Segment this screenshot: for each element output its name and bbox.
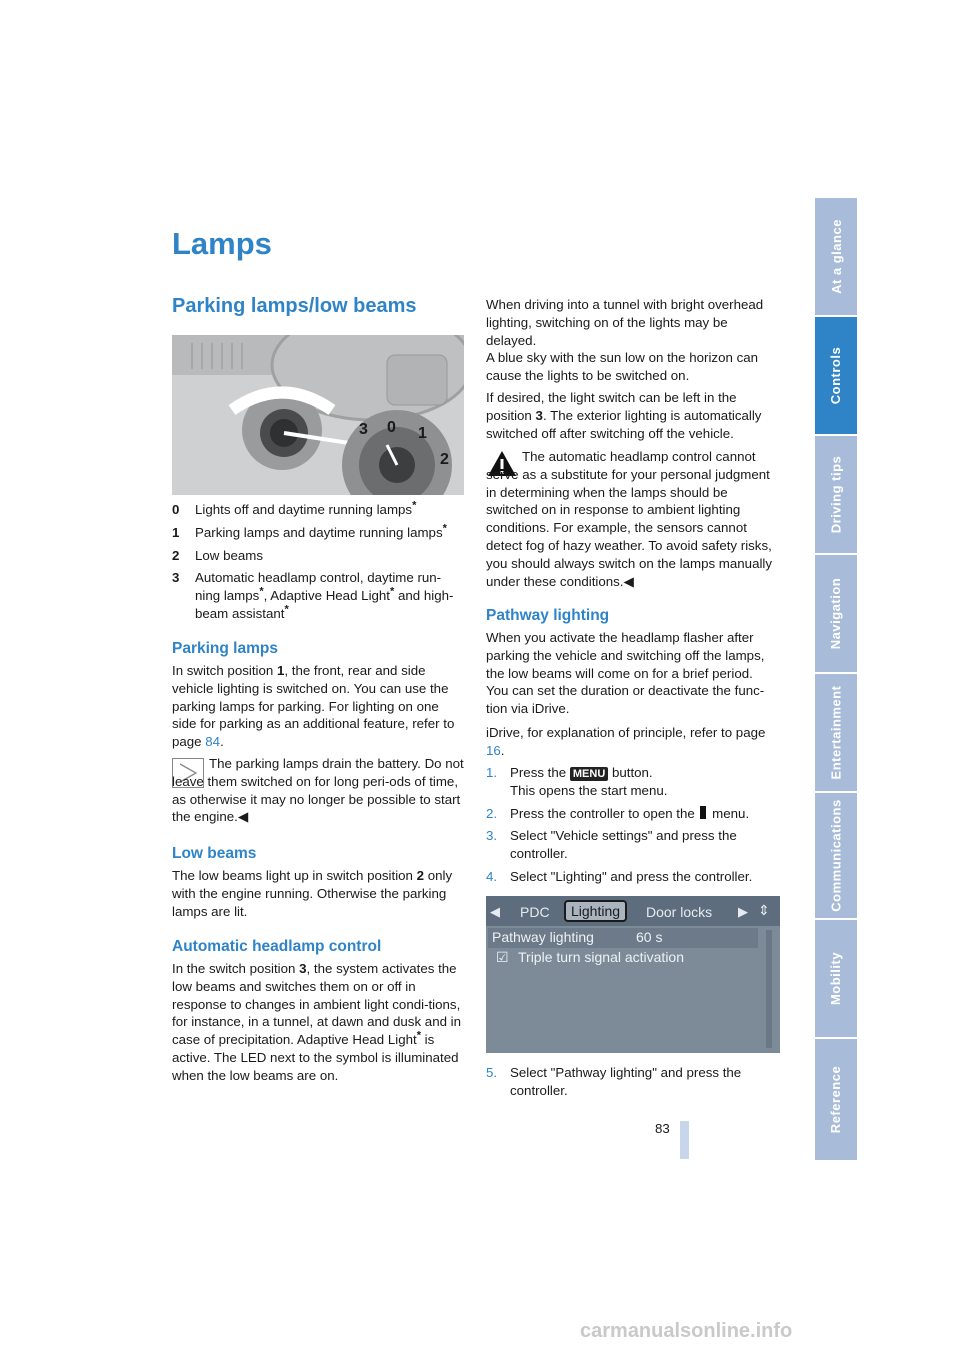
- paragraph: When driving into a tunnel with bright overhead lighting, switching on of the lights may be delayed.: [486, 297, 764, 348]
- screen-row-value: 60 s: [636, 929, 663, 945]
- figure-label: 0: [387, 419, 396, 436]
- text: 2: [416, 868, 425, 883]
- screen-tab-door-locks[interactable]: Door locks: [646, 904, 713, 920]
- end-mark: ◀: [237, 809, 249, 825]
- step-item: [486, 868, 778, 886]
- text: is active. The LED next to the symbol is illuminated when the low beams are on.: [172, 1032, 459, 1083]
- text: iDrive, for explanation of principle, refer to page: [486, 725, 766, 740]
- text: The automatic headlamp control cannot serve as a substitute for your personal judgment in determining when the lamps should be switched on in response to ambient lighting conditions. For example, the sensors cannot detect fog of hazy weather. To avoid safety risks, you should always switch on the lamps manually under these conditions.: [486, 449, 773, 589]
- step-item: [486, 764, 778, 800]
- light-switch-illustration: [172, 335, 464, 495]
- tab-label: Controls: [828, 346, 844, 405]
- text: button.: [608, 765, 653, 780]
- text: only with the engine running. Otherwise the parking lamps are lit.: [172, 868, 453, 919]
- page-link[interactable]: 84: [205, 734, 221, 750]
- page-link[interactable]: 16: [486, 742, 501, 758]
- screen-scrollbar[interactable]: [766, 930, 772, 1048]
- text: In switch position: [172, 663, 277, 678]
- list-key: 0: [172, 502, 180, 517]
- paragraph: When you activate the headlamp flasher after parking the vehicle and switching off the lamps, the low beams will come on for a brief period. You can set the duration or deactivate the func-tion via iDrive.: [486, 630, 765, 717]
- asterisk-icon: *: [390, 585, 395, 598]
- text: Press the controller to open the: [510, 805, 699, 821]
- text: If desired, the light switch can be left in the position: [486, 390, 737, 423]
- step-number: 4.: [486, 868, 498, 884]
- tab-controls[interactable]: [815, 317, 857, 434]
- text: , the front, rear and side vehicle lighting is switched on. You can use the parking lamps for parking. For lighting on one side for parking as an additional feature, refer to page: [172, 663, 455, 750]
- screen-row-triple-turn[interactable]: Triple turn signal activation: [518, 949, 685, 965]
- paragraph: [172, 867, 464, 920]
- list-item: [172, 501, 464, 519]
- steps-list-continued: [486, 1064, 778, 1100]
- arrow-right-icon: ▶: [738, 904, 748, 919]
- list-text: Low beams: [195, 547, 263, 563]
- warning-paragraph: [486, 448, 778, 590]
- tab-label: Communications: [828, 799, 844, 912]
- list-text: Automatic headlamp control, daytime run-ning lamps: [195, 570, 442, 604]
- note-paragraph: [172, 755, 464, 826]
- step-item: [486, 827, 778, 863]
- text: .: [220, 734, 224, 750]
- list-item: [172, 547, 464, 565]
- steps-list: [486, 764, 778, 886]
- text: . The exterior lighting is automatically switched off after switching off the vehicle.: [486, 407, 762, 441]
- page-number: 83: [655, 1121, 670, 1136]
- text: .: [500, 742, 505, 758]
- tab-label: At a glance: [828, 219, 844, 294]
- paragraph: [486, 389, 778, 442]
- figure-label: 2: [440, 451, 449, 468]
- step-item: [486, 1064, 778, 1100]
- tab-label: Reference: [828, 1065, 844, 1134]
- text: Select "Lighting" and press the controller.: [510, 868, 753, 884]
- text: menu.: [708, 805, 750, 821]
- text: Select "Vehicle settings" and press the controller.: [510, 828, 737, 862]
- step-number: 3.: [486, 828, 498, 844]
- tab-label: Navigation: [828, 577, 844, 650]
- page-title: Lamps: [172, 226, 272, 261]
- tab-reference[interactable]: [815, 1039, 857, 1160]
- light-switch-photo: [172, 335, 464, 495]
- info-icon: [700, 806, 706, 819]
- paragraph: [172, 662, 464, 751]
- subheading-low-beams: Low beams: [172, 845, 257, 862]
- paragraph: [172, 960, 464, 1085]
- menu-button-icon: MENU: [570, 767, 608, 781]
- list-text: Parking lamps and daytime running lamps: [195, 524, 443, 540]
- list-item: [172, 569, 464, 622]
- tab-label: Driving tips: [828, 455, 844, 534]
- step-number: 1.: [486, 765, 498, 780]
- tab-entertainment[interactable]: [815, 674, 857, 791]
- tab-navigation[interactable]: [815, 555, 857, 672]
- screen-tab-pdc[interactable]: PDC: [520, 904, 550, 920]
- page-number-bar: [680, 1121, 689, 1159]
- text: Select "Pathway lighting" and press the controller.: [510, 1065, 742, 1098]
- figure-label: 3: [359, 421, 368, 438]
- screen-tab-lighting[interactable]: Lighting: [564, 900, 627, 922]
- asterisk-icon: *: [442, 522, 447, 535]
- list-key: 1: [172, 524, 180, 540]
- tab-driving-tips[interactable]: [815, 436, 857, 553]
- list-item: [172, 524, 464, 542]
- step-item: [486, 805, 778, 823]
- end-mark: ◀: [623, 573, 634, 589]
- watermark: carmanualsonline.info: [580, 1320, 793, 1342]
- asterisk-icon: *: [284, 603, 289, 616]
- asterisk-icon: *: [412, 499, 417, 512]
- section-heading: Parking lamps/low beams: [172, 295, 417, 317]
- figure-label: 1: [418, 425, 427, 442]
- tab-communications[interactable]: [815, 793, 857, 918]
- text: 1: [276, 663, 285, 678]
- subheading-parking-lamps: Parking lamps: [172, 640, 278, 657]
- list-key: 2: [172, 547, 180, 563]
- list-text: Lights off and daytime running lamps: [195, 502, 413, 517]
- subheading-automatic-headlamp: Automatic headlamp control: [172, 938, 382, 955]
- text: The low beams light up in switch position: [172, 868, 417, 883]
- asterisk-icon: *: [416, 1029, 421, 1042]
- idrive-screen: [486, 896, 780, 1053]
- asterisk-icon: *: [259, 585, 264, 598]
- paragraph: [486, 724, 778, 760]
- text: The parking lamps drain the battery. Do not leave them switched on for long peri-ods of time, as otherwise it may no longer be possible to start the engine.: [172, 756, 464, 825]
- switch-positions-list: [172, 501, 464, 628]
- step-number: 2.: [486, 805, 498, 821]
- tab-mobility[interactable]: [815, 920, 857, 1037]
- text: Press the: [510, 765, 570, 780]
- text: 3: [299, 961, 307, 976]
- subheading-pathway-lighting: Pathway lighting: [486, 607, 610, 624]
- list-key: 3: [172, 570, 180, 586]
- tab-at-a-glance[interactable]: [815, 198, 857, 315]
- arrow-left-icon: ◀: [490, 904, 500, 919]
- tab-label: Mobility: [828, 951, 844, 1006]
- tab-label: Entertainment: [828, 685, 844, 780]
- text: , the system activates the low beams and switches them on or off in response to changes in ambient light condi-tions, for instance, in a tunnel, at dawn and dusk and in case of precipitation. Adaptive Head Light: [172, 961, 462, 1048]
- step-number: 5.: [486, 1065, 498, 1080]
- list-text: and high-beam assistant: [195, 588, 454, 621]
- text: 3: [535, 407, 543, 423]
- screen-row-pathway-lighting[interactable]: Pathway lighting: [492, 929, 594, 945]
- text: In the switch position: [172, 961, 300, 976]
- checkbox-checked-icon: ☑: [496, 949, 509, 965]
- paragraph: A blue sky with the sun low on the horizon can cause the lights to be switched on.: [486, 350, 759, 383]
- text: This opens the start menu.: [510, 782, 668, 798]
- list-text: , Adaptive Head Light: [263, 588, 391, 604]
- settings-icon: ⇕: [758, 902, 770, 918]
